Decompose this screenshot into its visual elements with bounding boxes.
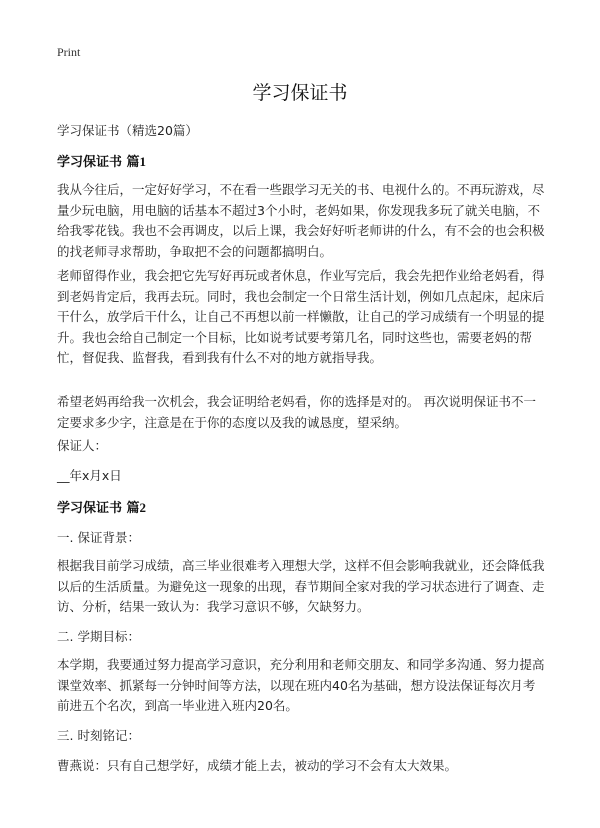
section-1-paragraph-3: 希望老妈再给我一次机会，我会证明给老妈看，你的选择是对的。 再次说明保证书不一定要求多少字，注意是在于你的态度以及我的诚恳度，望采纳。 [57,394,536,430]
document-subtitle: 学习保证书（精选20篇） [57,123,198,138]
section-1-heading-text: 学习保证书 篇 [57,155,140,170]
date-line: __年x月x日 [57,468,122,483]
goal-paragraph: 本学期，我要通过努力提高学习意识，充分利用和老师交朋友、和同学多沟通、努力提高课堂效率、抓紧每一分钟时间等方法，以现在班内40名为基础，想方设法保证每次月考前进五个名次，到高一毕业进入班内20名。 [57,657,545,713]
background-paragraph: 根据我目前学习成绩，高三毕业很难考入理想大学，这样不但会影响我就业，还会降低我以后的生活质量。为避免这一现象的出现，春节期间全家对我的学习状态进行了调查、走访、分析，结果一致认为：我学习意识不够，欠缺努力。 [57,558,545,614]
page-title: 学习保证书 [252,82,348,104]
signer-label: 保证人： [57,438,108,453]
background-label: 一. 保证背景： [57,530,140,545]
motto-label: 三. 时刻铭记： [57,728,140,743]
section-1-heading [57,151,146,170]
section-1-heading-number: 1 [139,154,147,169]
section-1-paragraph-2: 老师留得作业，我会把它先写好再玩或者休息，作业写完后，我会先把作业给老妈看，得到老妈肯定后，我再去玩。同时，我也会制定一个日常生活计划，例如几点起床，起床后干什么，放学后干什么，让自己不再想以前一样懒散，让自己的学习成绩有一个明显的提升。我也会给自己制定一个目标，比如说考试要考第几名，同时这些也，需要老妈的帮忙，督促我、监督我，看到我有什么不对的地方就指导我。 [57,268,545,365]
section-2-heading [57,497,146,516]
print-link[interactable]: Print [57,45,81,59]
motto-paragraph: 曹燕说：只有自己想学好，成绩才能上去，被动的学习不会有太大效果。 [57,758,458,773]
section-2-heading-text: 学习保证书 篇 [57,501,140,516]
goal-label: 二. 学期目标： [57,629,140,644]
section-1-paragraph-1: 我从今往后，一定好好学习，不在看一些跟学习无关的书、电视什么的。不再玩游戏，尽量少玩电脑，用电脑的话基本不超过3个小时，老妈如果，你发现我多玩了就关电脑，不给我零花钱。我也不会再调皮，以后上课，我会好好听老师讲的什么，有不会的也会积极的找老师寻求帮助，争取把不会的问题都搞明白。 [57,182,545,259]
section-2-heading-number: 2 [139,500,147,515]
